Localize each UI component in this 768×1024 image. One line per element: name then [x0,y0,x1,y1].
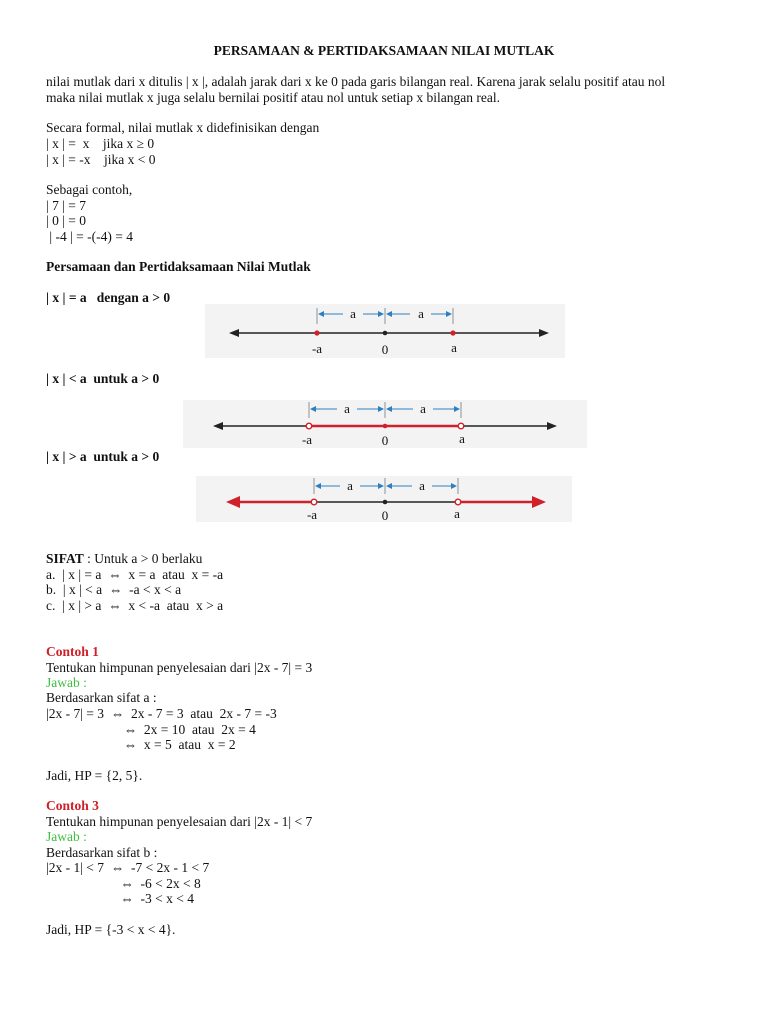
formal-line-2: | x | = -x jika x < 0 [46,152,156,167]
tick-neg-a: -a [311,341,323,356]
section-heading: Persamaan dan Pertidaksamaan Nilai Mutlak [46,259,311,274]
tick-pos-a: a [454,506,460,521]
page-title: PERSAMAAN & PERTIDAKSAMAAN NILAI MUTLAK [213,43,555,58]
contoh1-step-1: |2x - 7| = 3 ⇔ 2x - 7 = 3 atau 2x - 7 = -3 [46,706,277,721]
contoh3-heading: Contoh 3 [46,798,99,813]
dist-label-right: a [418,306,424,321]
contoh3-based: Berdasarkan sifat b : [46,845,158,860]
tick-neg-a: -a [306,507,318,522]
contoh1-jawab: Jawab : [46,675,87,690]
dist-label-left: a [350,306,356,321]
contoh3-jawab: Jawab : [46,829,87,844]
point-pos-a [450,330,455,335]
example-line-3: | -4 | = -(-4) = 4 [46,229,133,244]
dist-label-right: a [420,401,426,416]
open-point-pos-a [455,499,461,505]
sifat-intro: : Untuk a > 0 berlaku [83,551,203,566]
sifat-label: SIFAT [46,551,84,566]
point-neg-a [314,330,319,335]
dist-label-left: a [347,478,353,493]
contoh1-question: Tentukan himpunan penyelesaian dari |2x - 7| = 3 [46,660,313,675]
point-zero [383,500,388,505]
dist-label-left: a [344,401,350,416]
tick-neg-a: -a [301,432,313,447]
dist-label-right: a [419,478,425,493]
contoh3-step-3: ⇔ -3 < x < 4 [46,891,194,906]
open-point-pos-a [458,423,464,429]
contoh3-result: Jadi, HP = {-3 < x < 4}. [46,922,176,937]
case-2-label: | x | < a untuk a > 0 [46,371,160,386]
numberline-greater [196,476,572,522]
point-zero [383,424,388,429]
formal-line-1: | x | = x jika x ≥ 0 [46,136,155,151]
contoh3-question: Tentukan himpunan penyelesaian dari |2x - 1| < 7 [46,814,313,829]
sifat-item-b: b. | x | < a ⇔ -a < x < a [46,582,182,597]
sifat-item-a: a. | x | = a ⇔ x = a atau x = -a [46,567,224,582]
contoh3-step-1: |2x - 1| < 7 ⇔ -7 < 2x - 1 < 7 [46,860,210,875]
case-3-label: | x | > a untuk a > 0 [46,449,160,464]
open-point-neg-a [311,499,317,505]
tick-pos-a: a [459,431,465,446]
formal-heading: Secara formal, nilai mutlak x didefinisikan dengan [46,120,320,135]
tick-pos-a: a [451,340,457,355]
example-line-2: | 0 | = 0 [46,213,87,228]
tick-zero: 0 [381,342,389,357]
contoh1-step-2: ⇔ 2x = 10 atau 2x = 4 [46,722,256,737]
tick-zero: 0 [381,508,389,522]
contoh3-step-2: ⇔ -6 < 2x < 8 [46,876,201,891]
contoh1-heading: Contoh 1 [46,644,99,659]
sifat-line [46,551,202,567]
point-zero [383,331,388,336]
numberline-equal [205,304,565,358]
sifat-item-c: c. | x | > a ⇔ x < -a atau x > a [46,598,224,613]
contoh1-step-3: ⇔ x = 5 atau x = 2 [46,737,236,752]
contoh1-based: Berdasarkan sifat a : [46,690,157,705]
tick-zero: 0 [381,433,389,448]
open-point-neg-a [306,423,312,429]
examples-heading: Sebagai contoh, [46,182,133,197]
intro-line-1: nilai mutlak dari x ditulis | x |, adalah jarak dari x ke 0 pada garis bilangan real. Karena jarak selalu positif atau nol [46,74,666,89]
example-line-1: | 7 | = 7 [46,198,87,213]
contoh1-result: Jadi, HP = {2, 5}. [46,768,143,783]
intro-line-2: maka nilai mutlak x juga selalu bernilai positif atau nol untuk setiap x bilangan real. [46,90,501,105]
numberline-less [183,400,587,448]
case-1-label: | x | = a dengan a > 0 [46,290,171,305]
